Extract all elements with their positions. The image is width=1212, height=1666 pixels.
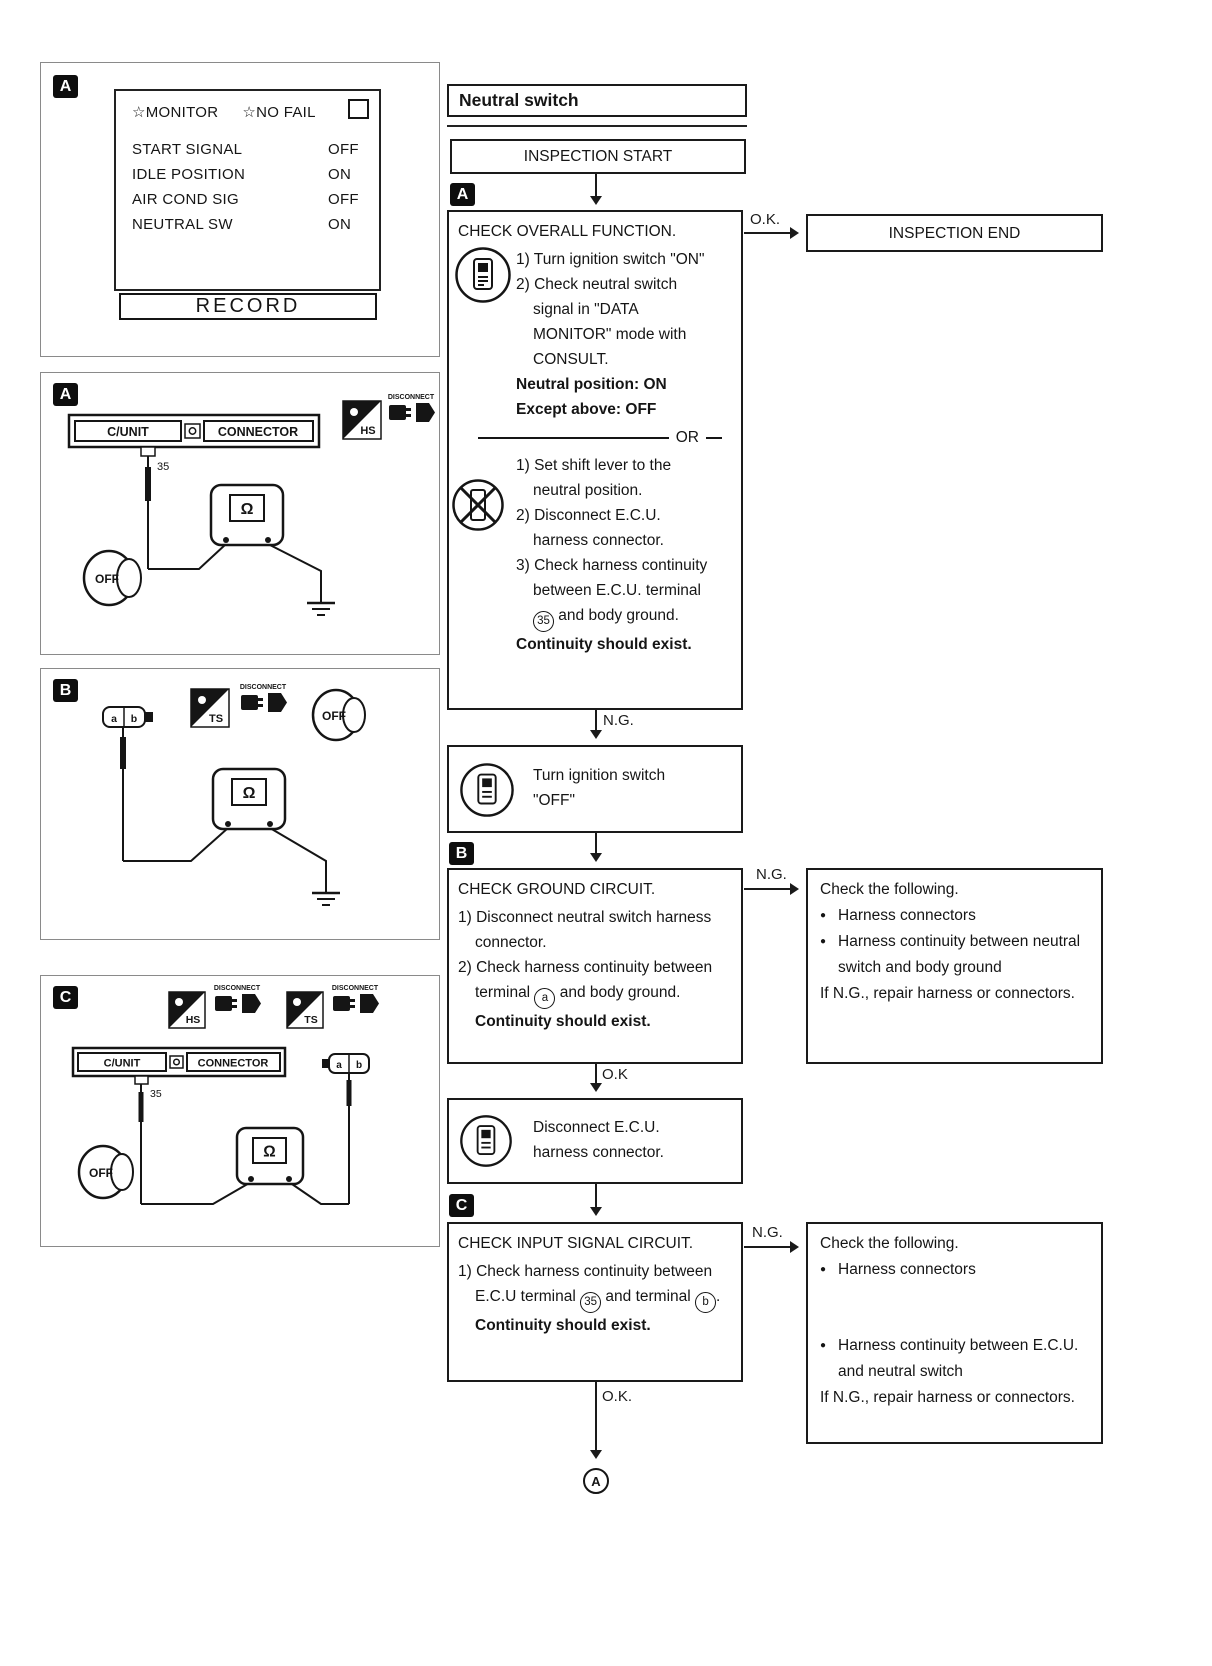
procedure (458, 1259, 732, 1338)
disconnect-label: DISCONNECT (387, 394, 435, 401)
off-label: OFF (89, 1166, 113, 1180)
ab-connector (103, 707, 153, 727)
ignition-off-icon (79, 1146, 133, 1198)
bullet-icon: ● (820, 1340, 827, 1351)
disconnect-icon (240, 684, 287, 712)
disconnect-label: DISCONNECT (239, 684, 287, 691)
side-box-input-repair (806, 1222, 1103, 1444)
box-title: CHECK INPUT SIGNAL CIRCUIT. (458, 1235, 694, 1252)
ohm-symbol: Ω (240, 501, 254, 518)
bullet-icon: ● (820, 936, 827, 947)
ground-symbol (312, 893, 340, 905)
result-label-ok: O.K. (750, 211, 781, 228)
side-item-text: Harness connectors (838, 907, 976, 924)
expected-result: Continuity should exist. (475, 1317, 651, 1334)
flow-section-label-c: C (449, 1194, 474, 1217)
ts-label: TS (304, 1014, 318, 1026)
flow-section-label-b: B (449, 842, 474, 865)
monitor-item-value: OFF (328, 141, 359, 158)
disconnect-icon (388, 394, 435, 422)
connector-label: CONNECTOR (217, 425, 299, 439)
terminal-35-badge: 35 (533, 611, 554, 632)
hs-label: HS (185, 1014, 201, 1026)
ignition-key-icon (459, 1114, 513, 1176)
or-label: OR (675, 429, 699, 446)
no-consult-icon (451, 478, 505, 540)
ts-icon (287, 992, 323, 1028)
flow-box-check-overall-function (447, 210, 743, 710)
panel-label-c: C (53, 986, 78, 1009)
or-divider-line (478, 437, 669, 439)
connector-label: CONNECTOR (197, 1057, 269, 1070)
monitor-item-name: NEUTRAL SW (132, 216, 233, 233)
or-divider (471, 425, 729, 450)
cunit-connector-strip (69, 415, 319, 456)
box-text: Disconnect E.C.U. harness connector. (533, 1119, 664, 1161)
schematic-switch-ground (41, 669, 439, 939)
side-box-ground-repair (806, 868, 1103, 1064)
consult-procedure (516, 247, 714, 422)
hs-icon (343, 401, 381, 439)
flow-box-disconnect-ecu (447, 1098, 743, 1184)
expected-result: Continuity should exist. (516, 636, 692, 653)
side-box-item (820, 1333, 1089, 1385)
schematic-ecu-switch (41, 976, 439, 1246)
terminal-b-badge: b (695, 1292, 716, 1313)
terminal-a-label: a (336, 1060, 342, 1071)
side-box-item (820, 903, 1089, 929)
record-button: RECORD (119, 293, 377, 320)
title-underline (447, 125, 747, 127)
procedure (458, 905, 732, 1034)
arrow-start-to-a (595, 174, 597, 202)
monitor-header-monitor: ☆MONITOR (132, 104, 219, 121)
ignition-off-icon (313, 690, 365, 740)
disconnect-icon (332, 985, 379, 1013)
ohmmeter-icon (237, 1128, 303, 1184)
arrow-c-ng-right (744, 1246, 797, 1248)
step-text: . (716, 1288, 721, 1305)
cunit-label: C/UNIT (107, 425, 149, 439)
terminal-b-label: b (355, 1060, 363, 1071)
ts-icon (191, 689, 229, 727)
panel-neutral-switch-ground-schematic (40, 668, 440, 940)
arrow-a-ng-down (595, 710, 597, 736)
off-label: OFF (95, 572, 119, 586)
side-item-text: Harness continuity between E.C.U. and neutral switch (838, 1337, 1079, 1380)
side-box-title: Check the following. (820, 881, 959, 898)
flow-box-ignition-off (447, 745, 743, 833)
procedure-step (458, 955, 732, 1009)
monitor-header-nofail: ☆NO FAIL (242, 104, 316, 121)
monitor-item-value: ON (328, 216, 352, 233)
monitor-item-name: START SIGNAL (132, 141, 243, 158)
procedure-step: 2) Disconnect E.C.U. harness connector. (516, 507, 664, 549)
expected-result: Except above: OFF (516, 401, 657, 418)
monitor-item-name: IDLE POSITION (132, 166, 246, 183)
flow-box-check-input-signal (447, 1222, 743, 1382)
panel-label-b: B (53, 679, 78, 702)
arrow-b-ok-down (595, 1064, 597, 1089)
bullet-icon: ● (820, 910, 827, 921)
monitor-header (116, 91, 379, 121)
side-box-item (820, 929, 1089, 981)
box-text: Turn ignition switch "OFF" (533, 767, 666, 809)
monitor-row (132, 137, 379, 162)
inspection-start-node: INSPECTION START (450, 139, 746, 174)
hs-icon (169, 992, 205, 1028)
monitor-row (132, 187, 379, 212)
monitor-row (132, 212, 379, 237)
side-box-footer: If N.G., repair harness or connectors. (820, 985, 1075, 1002)
ohmmeter-icon (211, 485, 283, 545)
page-title: Neutral switch (447, 84, 747, 117)
flow-continuation-ref-a: A (583, 1468, 609, 1494)
hs-label: HS (360, 425, 376, 437)
manual-procedure (516, 453, 718, 657)
step-text: 1) Check harness continuity between E.C.U terminal (458, 1263, 713, 1305)
consult-device-icon (454, 246, 512, 312)
cunit-connector-strip (73, 1048, 285, 1084)
monitor-item-value: OFF (328, 191, 359, 208)
ground-symbol (307, 603, 335, 615)
ohm-symbol: Ω (263, 1143, 276, 1161)
bullet-icon: ● (820, 1264, 827, 1275)
ignition-off-icon (84, 551, 141, 605)
terminal-35-label: 35 (150, 1088, 162, 1100)
result-label-ok: O.K. (602, 1388, 633, 1405)
step-text: 3) Check harness continuity between E.C.U. terminal (516, 557, 708, 599)
inspection-end-node: INSPECTION END (806, 214, 1103, 252)
consult-monitor-screen (114, 89, 381, 291)
procedure-step: 1) Disconnect neutral switch harness connector. (458, 909, 712, 951)
result-label-ng: N.G. (756, 866, 787, 883)
terminal-35-label: 35 (157, 461, 170, 473)
procedure-step (516, 553, 718, 632)
panel-label-a: A (53, 383, 78, 406)
procedure-step: 2) Check neutral switch signal in "DATA MONITOR" mode with CONSULT. (516, 276, 687, 368)
procedure-step: 1) Set shift lever to the neutral position. (516, 457, 672, 499)
box-title: CHECK GROUND CIRCUIT. (458, 881, 656, 898)
side-box-footer: If N.G., repair harness or connectors. (820, 1389, 1075, 1406)
schematic-ecu-ground (41, 373, 439, 654)
panel-ecu-ground-schematic (40, 372, 440, 655)
disconnect-icon (214, 985, 261, 1013)
panel-consult-data-monitor (40, 62, 440, 357)
arrow-to-c (595, 1184, 597, 1213)
arrow-a-to-end (744, 232, 797, 234)
side-box-item (820, 1257, 1089, 1283)
terminal-a-label: a (111, 713, 117, 725)
side-item-text: Harness connectors (838, 1261, 976, 1278)
result-label-ok: O.K (602, 1066, 628, 1083)
result-label-ng: N.G. (603, 712, 634, 729)
terminal-35-badge: 35 (580, 1292, 601, 1313)
cunit-label: C/UNIT (103, 1057, 141, 1070)
terminal-b-label: b (130, 713, 138, 725)
flow-section-label-a: A (450, 183, 475, 206)
off-label: OFF (322, 709, 346, 723)
arrow-c-ok-down (595, 1382, 597, 1456)
ts-label: TS (208, 713, 224, 725)
ignition-key-icon (459, 762, 515, 826)
monitor-row (132, 162, 379, 187)
ab-connector (322, 1054, 369, 1073)
procedure-step: 1) Turn ignition switch "ON" (516, 251, 705, 268)
ohmmeter-icon (213, 769, 285, 829)
side-box-title: Check the following. (820, 1235, 959, 1252)
monitor-checkbox (348, 99, 369, 119)
disconnect-label: DISCONNECT (331, 985, 379, 992)
step-text: and body ground. (555, 984, 681, 1001)
monitor-item-value: ON (328, 166, 352, 183)
arrow-b-ng-right (744, 888, 797, 890)
terminal-a-badge: a (534, 988, 555, 1009)
step-text: and body ground. (554, 607, 679, 624)
panel-ecu-switch-schematic (40, 975, 440, 1247)
monitor-item-name: AIR COND SIG (132, 191, 239, 208)
side-item-text: Harness continuity between neutral switch and body ground (838, 933, 1081, 976)
result-label-ng: N.G. (752, 1224, 783, 1241)
procedure-step (458, 1259, 732, 1313)
box-title: CHECK OVERALL FUNCTION. (458, 223, 677, 240)
or-divider-line (706, 437, 722, 439)
step-text: and terminal (601, 1288, 696, 1305)
monitor-rows (116, 137, 379, 237)
ohm-symbol: Ω (242, 785, 256, 802)
panel-label-a: A (53, 75, 78, 98)
expected-result: Neutral position: ON (516, 376, 667, 393)
arrow-to-b (595, 833, 597, 859)
flow-box-check-ground-circuit (447, 868, 743, 1064)
step-text: 2) Check harness continuity between terminal (458, 959, 713, 1001)
disconnect-label: DISCONNECT (213, 985, 261, 992)
expected-result: Continuity should exist. (475, 1013, 651, 1030)
